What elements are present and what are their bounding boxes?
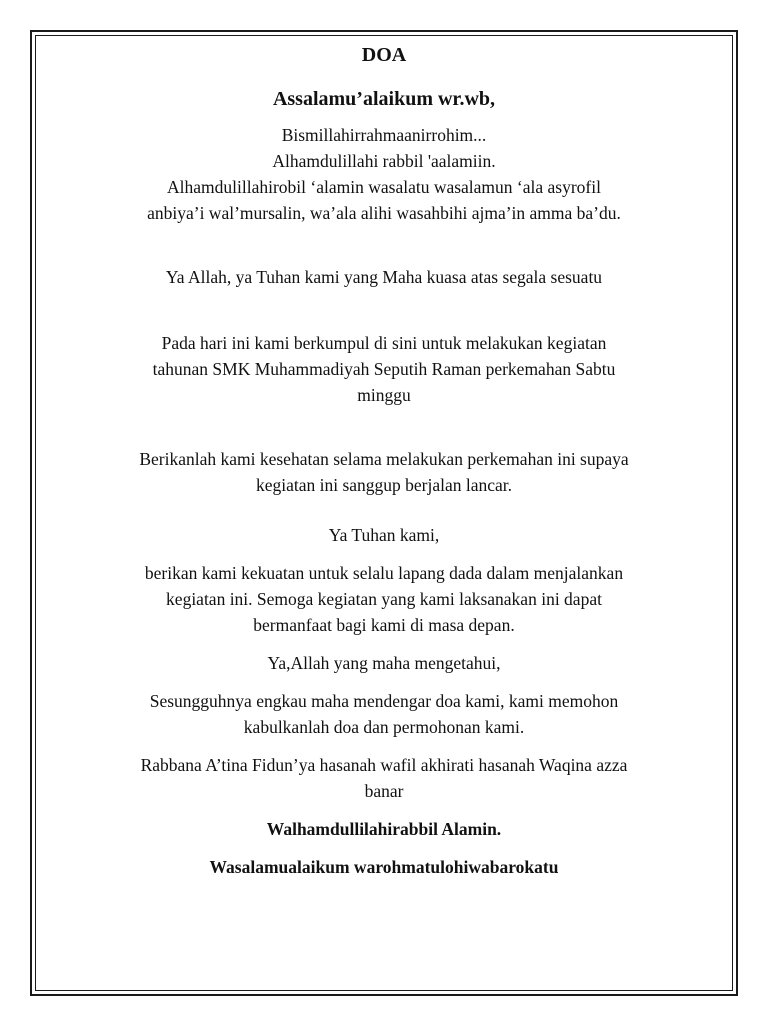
health-line: kegiatan ini sanggup berjalan lancar. <box>255 475 513 495</box>
gathering-line: tahunan SMK Muhammadiyah Seputih Raman perkemahan Sabtu <box>152 359 616 379</box>
invocation-allknowing: Ya,Allah yang maha mengetahui, <box>267 653 501 673</box>
plea-line: Sesungguhnya engkau maha mendengar doa kami, kami memohon <box>149 691 619 711</box>
invocation-almighty: Ya Allah, ya Tuhan kami yang Maha kuasa atas segala sesuatu <box>165 267 603 287</box>
closing-hamdalah: Walhamdullilahirabbil Alamin. <box>266 819 502 839</box>
strength-line: kegiatan ini. Semoga kegiatan yang kami laksanakan ini dapat <box>166 589 602 609</box>
opening-paragraph <box>60 122 708 226</box>
rabbana-line: Rabbana A’tina Fidun’ya hasanah wafil akhirati hasanah Waqina azza <box>140 755 628 775</box>
strength-line: berikan kami kekuatan untuk selalu lapang dada dalam menjalankan <box>144 563 624 583</box>
opening-line: Alhamdulillahi rabbil 'aalamiin. <box>272 151 496 171</box>
plea-line: kabulkanlah doa dan permohonan kami. <box>243 717 525 737</box>
closing-salam: Wasalamualaikum warohmatulohiwabarokatu <box>209 857 559 877</box>
opening-line: anbiya’i wal’mursalin, wa’ala alihi wasahbihi ajma’in amma ba’du. <box>147 203 621 223</box>
prayer-text <box>60 40 708 880</box>
health-line: Berikanlah kami kesehatan selama melakukan perkemahan ini supaya <box>139 449 629 469</box>
gathering-line: Pada hari ini kami berkumpul di sini untuk melakukan kegiatan <box>161 333 607 353</box>
rabbana-line: banar <box>364 781 404 801</box>
rabbana-paragraph <box>60 752 708 804</box>
gathering-line: minggu <box>357 385 411 405</box>
strength-line: bermanfaat bagi kami di masa depan. <box>253 615 515 635</box>
gathering-paragraph <box>60 330 708 408</box>
strength-paragraph <box>60 560 708 638</box>
health-paragraph <box>60 446 708 498</box>
document-title: DOA <box>361 44 407 66</box>
greeting: Assalamu’alaikum wr.wb, <box>272 88 496 110</box>
invocation-lord: Ya Tuhan kami, <box>328 525 440 545</box>
opening-line: Bismillahirrahmaanirrohim... <box>281 125 487 145</box>
plea-paragraph <box>60 688 708 740</box>
opening-line: Alhamdulillahirobil ‘alamin wasalatu wasalamun ‘ala asyrofil <box>167 177 601 197</box>
